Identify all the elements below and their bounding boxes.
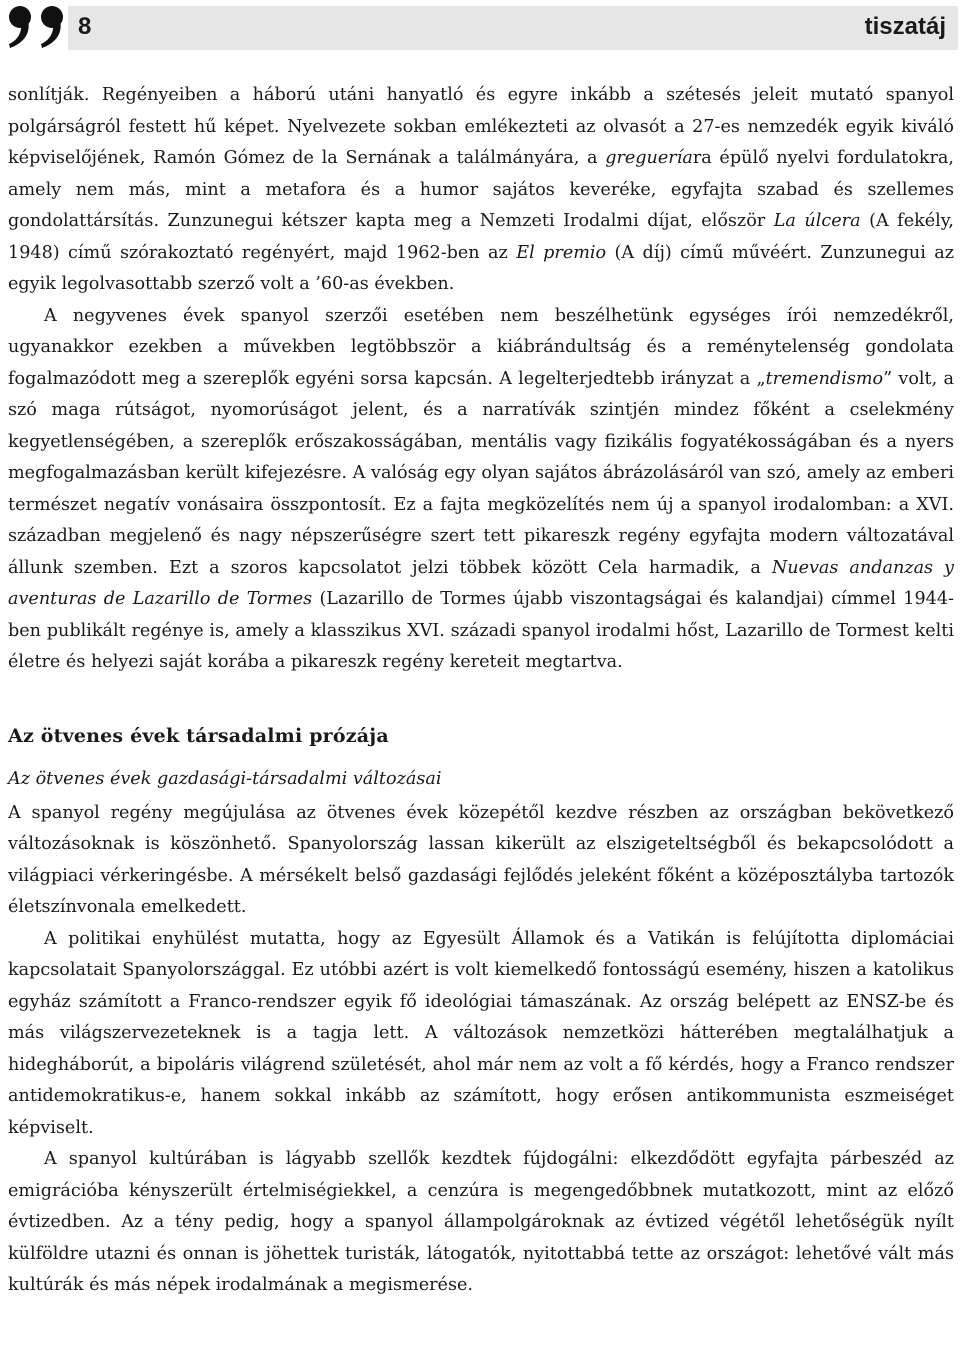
paragraph: A spanyol kultúrában is lágyabb szellők kezdtek fújdogálni: elkezdődött egyfajta párbeszéd az emigrációba kényszerült értelmiségiekkel, a cenzúra is megengedőbbnek mutatkozott, mint az előző évtizedben. Az a tény pedig, hogy a spanyol állampolgároknak az évtized végétől lehetőségük nyílt külföldre utazni és onnan is jöhettek turisták, látogatók, nyitottabbá tette az országot: lehetővé vált más kultúrák és más népek irodalmának a megismerése. [8, 1149, 954, 1295]
page-number: 8 [78, 13, 92, 40]
text-run: ” volt, a szó maga rútságot, nyomorúságot jelent, és a narratívák szintjén mindez főként a cselekmény kegyetlenségében, a szereplők erőszakosságában, mentális vagy fizikális fogyatékosságában és a nyers megfogalmazásban került kifejezésre. A valóság egy olyan sajátos ábrázolásáról van szó, amely az emberi természet negatív vonásaira összpontosít. Ez a fajta megközelítés nem új a spanyol irodalomban: a XVI. században megjelenő és nagy népszerűségre szert tett pikareszk regény egyfajta modern változatával állunk szemben. Ezt a szoros kapcsolatot jelzi többek között Cela harmadik, a [8, 368, 954, 578]
italic-title: Nuevas andanzas y aventuras de Lazarillo de Tormes [8, 557, 954, 609]
closing-double-quote-icon [4, 0, 70, 50]
italic-term: greguería [605, 148, 693, 168]
text-run: A negyvenes évek spanyol szerzői esetében nem beszélhetünk egységes írói nemzedékről, ugyanakkor ezekben a művekben legtöbbször a kiábrándultság és a reménytelenség gondolata fogalmazódott meg a szereplők egyéni sorsa kapcsán. A legelterjedtebb irányzat a „ [8, 305, 954, 389]
subsection-title: Az ötvenes évek gazdasági-társadalmi változásai [8, 769, 442, 789]
text-run: (A díj) című művéért. Zunzunegui az egyik legolvasottabb szerző volt a ’60-as években. [8, 242, 954, 294]
section-title: Az ötvenes évek társadalmi prózája [8, 724, 389, 747]
italic-title: La úlcera [773, 211, 861, 231]
italic-title: El premio [516, 242, 607, 263]
paragraph: A spanyol regény megújulása az ötvenes évek közepétől kezdve részben az országban bekövetkező változásoknak is köszönhető. Spanyolország lassan kikerült az elszigeteltségből és bekapcsolódott a világpiaci vérkeringésbe. A mérsékelt belső gazdasági fejlődés jeleként főként a középosztályba tartozók életszínvonala emelkedett. [8, 802, 954, 917]
text-run: (Lazarillo de Tormes újabb viszontagságai és kalandjai) címmel 1944-ben publikált regénye is, amely a klasszikus XVI. századi spanyol irodalmi hőst, Lazarillo de Tormest kelti életre és helyezi saját korába a pikareszk regény kereteit megtartva. [8, 589, 954, 672]
text-run: sonlítják. Regényeiben a háború utáni hanyatló és egyre inkább a szétesés jeleit mutató spanyol polgárságról festett hű képet. Nyelvezete sokban emlékezteti az olvasót a 27-es nemzedék egyik kiváló képviselőjének, Ramón Gómez de la Sernának a találmányára, a [8, 85, 954, 168]
paragraph [8, 301, 954, 679]
journal-name: tiszatáj [864, 13, 946, 40]
article-body [8, 80, 954, 1302]
paragraph [8, 80, 954, 301]
text-run: (A fekély, 1948) című szórakoztató regényért, majd 1962-ben az [8, 211, 954, 263]
header-bar [68, 6, 958, 50]
page-header [0, 0, 960, 50]
italic-term: tremendismo [765, 368, 884, 389]
paragraph: A politikai enyhülést mutatta, hogy az Egyesült Államok és a Vatikán is felújította diplomáciai kapcsolatait Spanyolországgal. Ez utóbbi azért is volt kiemelkedő fontosságú esemény, hiszen a katolikus egyház számított a Franco-rendszer egyik fő ideológiai támaszának. Az ország belépett az ENSZ-be és más világszervezeteknek is a tagja lett. A változások nemzetközi hátterében megtalálhatjuk a hidegháborút, a bipoláris világrend születését, ahol már nem az volt a fő kérdés, hogy a Franco rendszer antidemokratikus-e, hanem sokkal inkább az számított, hogy erősen antikommunista eszmeiséget képviselt. [8, 928, 954, 1138]
text-run: ra épülő nyelvi fordulatokra, amely nem más, mint a metafora és a humor sajátos keveréke, egyfajta szabad és szellemes gondolattársítás. Zunzunegui kétszer kapta meg a Nemzeti Irodalmi díjat, először [8, 148, 954, 231]
